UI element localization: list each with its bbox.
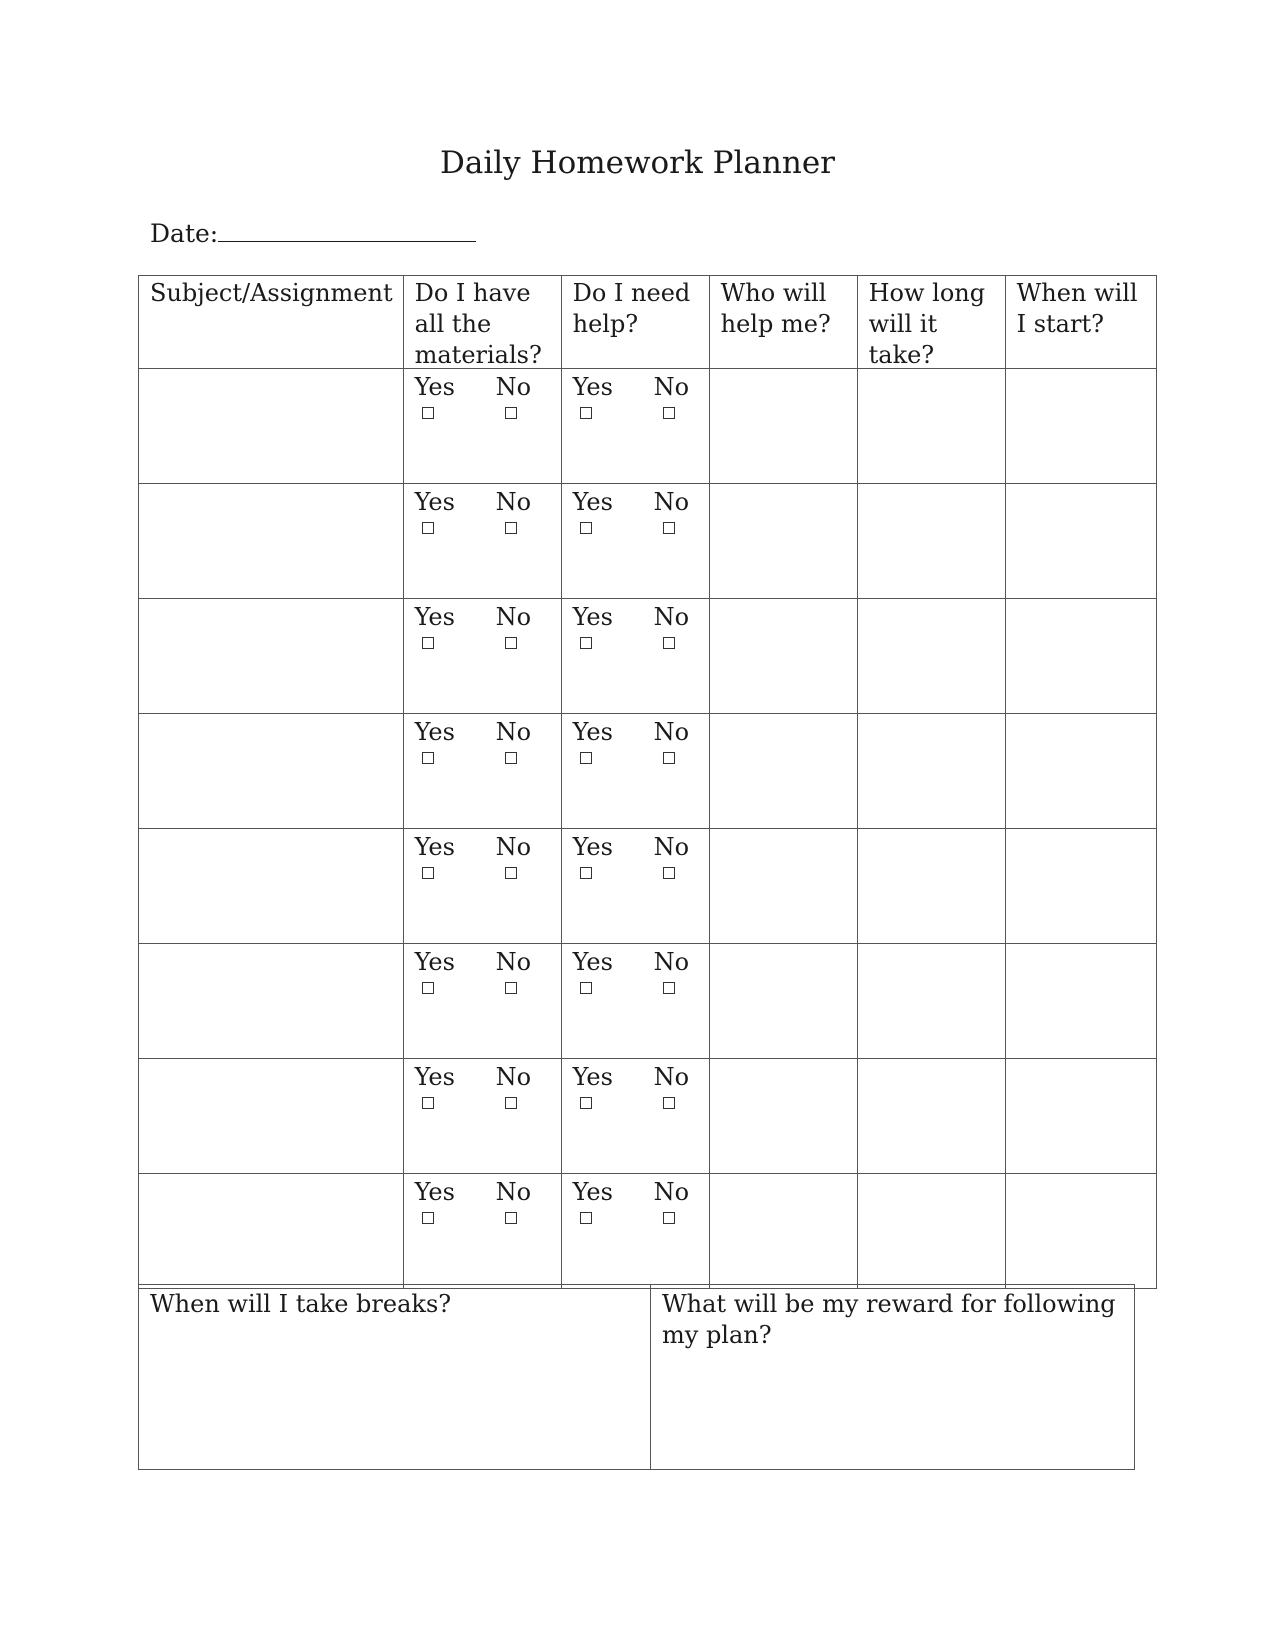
materials-cell — [403, 369, 561, 484]
no-checkbox[interactable] — [663, 867, 675, 879]
subject-cell[interactable] — [139, 599, 404, 714]
how-long-cell[interactable] — [857, 944, 1005, 1059]
yes-checkbox[interactable] — [422, 637, 434, 649]
no-label: No — [495, 948, 532, 976]
yes-checkbox[interactable] — [422, 752, 434, 764]
header-how-long: How long will it take? — [857, 276, 1005, 369]
no-checkbox[interactable] — [505, 752, 517, 764]
start-time-cell[interactable] — [1005, 714, 1156, 829]
header-who-helps: Who will help me? — [709, 276, 857, 369]
yes-checkbox[interactable] — [580, 867, 592, 879]
who-helps-cell[interactable] — [709, 944, 857, 1059]
yes-label: Yes — [572, 1063, 613, 1091]
how-long-cell[interactable] — [857, 1174, 1005, 1289]
no-label: No — [495, 488, 532, 516]
materials-cell — [403, 599, 561, 714]
no-label: No — [495, 718, 532, 746]
materials-cell — [403, 714, 561, 829]
no-checkbox[interactable] — [663, 637, 675, 649]
yes-checkbox[interactable] — [580, 637, 592, 649]
yes-label: Yes — [572, 373, 613, 401]
who-helps-cell[interactable] — [709, 714, 857, 829]
subject-cell[interactable] — [139, 1059, 404, 1174]
start-time-cell[interactable] — [1005, 599, 1156, 714]
how-long-cell[interactable] — [857, 1059, 1005, 1174]
no-checkbox[interactable] — [505, 1097, 517, 1109]
materials-cell — [403, 484, 561, 599]
table-row — [139, 484, 1157, 599]
no-checkbox[interactable] — [663, 1097, 675, 1109]
no-label: No — [653, 488, 690, 516]
date-blank-line[interactable] — [218, 215, 476, 242]
breaks-box[interactable] — [139, 1285, 651, 1470]
start-time-cell[interactable] — [1005, 484, 1156, 599]
no-label: No — [653, 373, 690, 401]
start-time-cell[interactable] — [1005, 1174, 1156, 1289]
no-checkbox[interactable] — [663, 522, 675, 534]
need-help-cell — [561, 829, 709, 944]
header-start-time: When will I start? — [1005, 276, 1156, 369]
no-checkbox[interactable] — [505, 982, 517, 994]
reward-box[interactable] — [651, 1285, 1135, 1470]
no-label: No — [495, 1178, 532, 1206]
need-help-cell — [561, 944, 709, 1059]
reward-question: What will be my reward for following my plan? — [662, 1290, 1116, 1349]
need-help-cell — [561, 1059, 709, 1174]
no-label: No — [653, 718, 690, 746]
header-row — [139, 276, 1157, 369]
no-label: No — [495, 373, 532, 401]
yes-label: Yes — [414, 373, 455, 401]
no-checkbox[interactable] — [505, 867, 517, 879]
planner-table — [138, 275, 1157, 1289]
start-time-cell[interactable] — [1005, 829, 1156, 944]
yes-label: Yes — [572, 488, 613, 516]
no-label: No — [653, 1063, 690, 1091]
how-long-cell[interactable] — [857, 599, 1005, 714]
breaks-question: When will I take breaks? — [150, 1290, 452, 1318]
start-time-cell[interactable] — [1005, 944, 1156, 1059]
who-helps-cell[interactable] — [709, 599, 857, 714]
header-materials: Do I have all the materials? — [403, 276, 561, 369]
need-help-cell — [561, 484, 709, 599]
subject-cell[interactable] — [139, 944, 404, 1059]
no-checkbox[interactable] — [663, 407, 675, 419]
how-long-cell[interactable] — [857, 484, 1005, 599]
who-helps-cell[interactable] — [709, 369, 857, 484]
how-long-cell[interactable] — [857, 369, 1005, 484]
materials-cell — [403, 829, 561, 944]
table-row — [139, 829, 1157, 944]
yes-label: Yes — [414, 948, 455, 976]
subject-cell[interactable] — [139, 1174, 404, 1289]
yes-label: Yes — [414, 1178, 455, 1206]
yes-checkbox[interactable] — [580, 752, 592, 764]
yes-checkbox[interactable] — [422, 522, 434, 534]
date-field[interactable] — [150, 215, 476, 250]
no-label: No — [653, 1178, 690, 1206]
no-label: No — [495, 1063, 532, 1091]
yes-label: Yes — [414, 1063, 455, 1091]
no-checkbox[interactable] — [663, 1212, 675, 1224]
no-label: No — [653, 833, 690, 861]
table-row — [139, 714, 1157, 829]
need-help-cell — [561, 1174, 709, 1289]
yes-label: Yes — [414, 833, 455, 861]
table-row — [139, 944, 1157, 1059]
no-label: No — [653, 603, 690, 631]
yes-checkbox[interactable] — [580, 982, 592, 994]
date-label: Date: — [150, 219, 219, 248]
materials-cell — [403, 1059, 561, 1174]
table-row — [139, 1174, 1157, 1289]
yes-label: Yes — [414, 488, 455, 516]
need-help-cell — [561, 369, 709, 484]
no-label: No — [653, 948, 690, 976]
yes-label: Yes — [572, 718, 613, 746]
no-checkbox[interactable] — [663, 752, 675, 764]
who-helps-cell[interactable] — [709, 1174, 857, 1289]
start-time-cell[interactable] — [1005, 1059, 1156, 1174]
reflection-table — [138, 1284, 1135, 1470]
yes-checkbox[interactable] — [580, 1097, 592, 1109]
no-checkbox[interactable] — [505, 407, 517, 419]
yes-label: Yes — [572, 833, 613, 861]
yes-checkbox[interactable] — [422, 1097, 434, 1109]
yes-label: Yes — [572, 603, 613, 631]
table-row — [139, 599, 1157, 714]
page-title: Daily Homework Planner — [440, 145, 835, 181]
yes-label: Yes — [414, 718, 455, 746]
no-checkbox[interactable] — [505, 1212, 517, 1224]
no-label: No — [495, 833, 532, 861]
subject-cell[interactable] — [139, 714, 404, 829]
need-help-cell — [561, 599, 709, 714]
materials-cell — [403, 1174, 561, 1289]
no-checkbox[interactable] — [505, 637, 517, 649]
yes-checkbox[interactable] — [580, 407, 592, 419]
yes-label: Yes — [572, 948, 613, 976]
table-row — [139, 369, 1157, 484]
start-time-cell[interactable] — [1005, 369, 1156, 484]
who-helps-cell[interactable] — [709, 1059, 857, 1174]
header-need-help: Do I need help? — [561, 276, 709, 369]
how-long-cell[interactable] — [857, 714, 1005, 829]
who-helps-cell[interactable] — [709, 484, 857, 599]
header-subject: Subject/Assignment — [139, 276, 404, 369]
yes-checkbox[interactable] — [422, 982, 434, 994]
yes-checkbox[interactable] — [580, 522, 592, 534]
how-long-cell[interactable] — [857, 829, 1005, 944]
subject-cell[interactable] — [139, 369, 404, 484]
table-row — [139, 1059, 1157, 1174]
yes-checkbox[interactable] — [580, 1212, 592, 1224]
subject-cell[interactable] — [139, 484, 404, 599]
materials-cell — [403, 944, 561, 1059]
subject-cell[interactable] — [139, 829, 404, 944]
who-helps-cell[interactable] — [709, 829, 857, 944]
yes-label: Yes — [414, 603, 455, 631]
no-label: No — [495, 603, 532, 631]
no-checkbox[interactable] — [505, 522, 517, 534]
yes-checkbox[interactable] — [422, 407, 434, 419]
no-checkbox[interactable] — [663, 982, 675, 994]
need-help-cell — [561, 714, 709, 829]
yes-label: Yes — [572, 1178, 613, 1206]
yes-checkbox[interactable] — [422, 1212, 434, 1224]
yes-checkbox[interactable] — [422, 867, 434, 879]
